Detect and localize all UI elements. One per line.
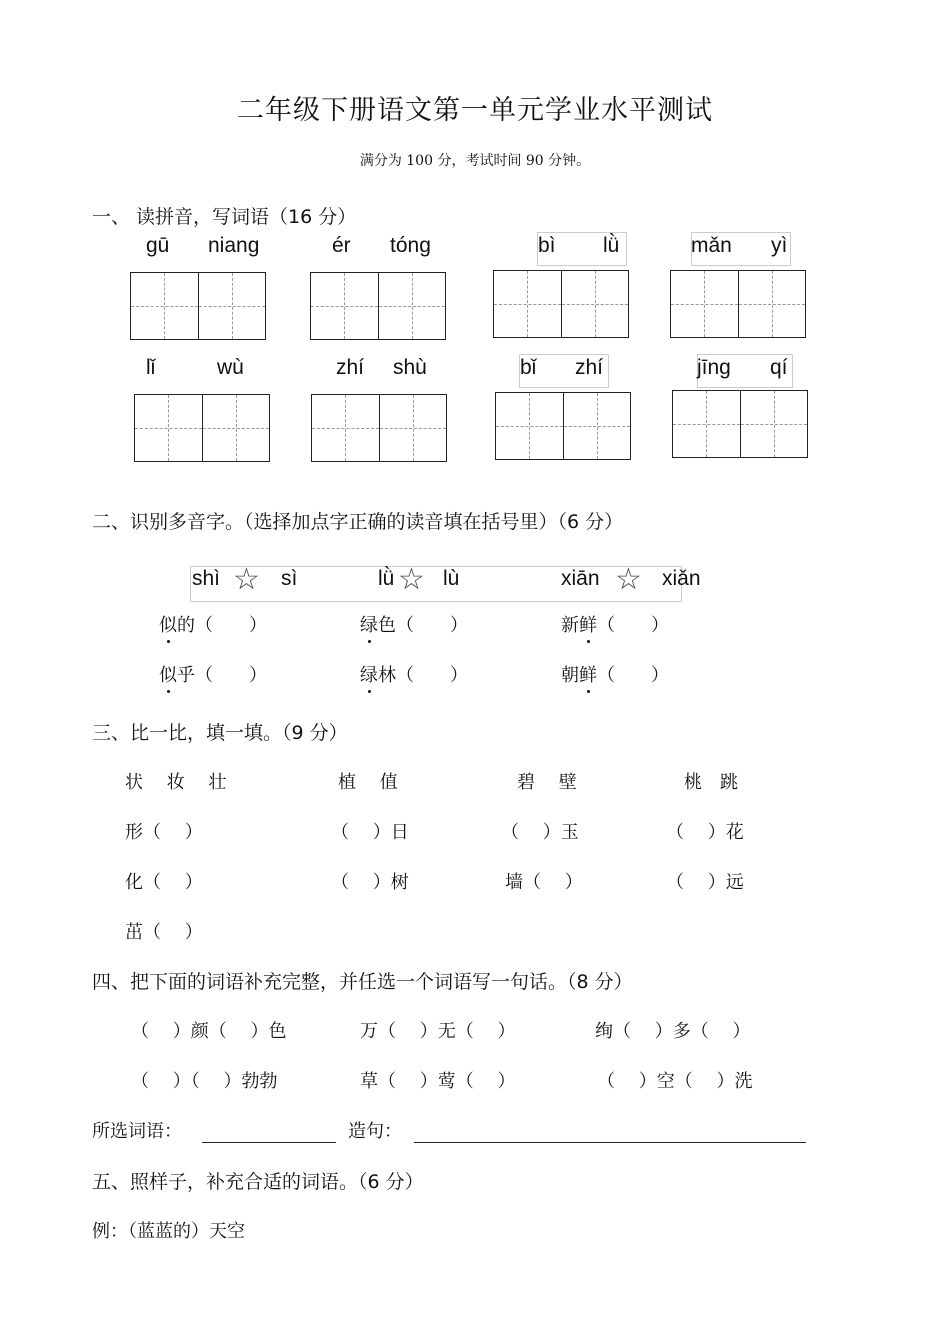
chosen-word-label: 所选词语： [92, 1121, 182, 1142]
pinyin: jīng [697, 356, 731, 379]
polyphone-item: 绿林（ ） [360, 665, 468, 686]
pinyin: bǐ [520, 356, 537, 379]
writing-box[interactable] [672, 390, 808, 458]
chosen-word-blank[interactable] [202, 1142, 336, 1143]
writing-box[interactable] [311, 394, 447, 462]
polyphone-item: 新鲜（ ） [561, 615, 669, 636]
idiom-item: （ ）颜（ ）色 [131, 1021, 287, 1042]
pinyin-options-frame [190, 566, 682, 602]
idiom-item: 绚（ ）多（ ） [595, 1021, 751, 1042]
page-subtitle: 满分为 100 分，考试时间 90 分钟。 [359, 153, 591, 169]
pinyin-option: shì [192, 567, 221, 590]
sentence-blank[interactable] [414, 1142, 806, 1143]
page-title: 二年级下册语文第一单元学业水平测试 [237, 95, 713, 126]
section-4-heading: 四、把下面的词语补充完整，并任选一个词语写一句话。（8 分） [92, 971, 633, 993]
char-group: 状 妆 壮 [125, 772, 227, 793]
section-1-heading: 一、 读拼音，写词语（16 分） [92, 206, 357, 228]
fill-item: 墙（ ） [505, 872, 583, 893]
pinyin: gū [146, 234, 170, 257]
writing-box[interactable] [493, 270, 629, 338]
section-3-heading: 三、比一比，填一填。（9 分） [92, 722, 348, 744]
polyphone-item: 似的（ ） [159, 615, 267, 636]
polyphone-item: 朝鲜（ ） [561, 665, 669, 686]
pinyin-option: xiǎn [662, 567, 701, 590]
idiom-item: （ ）（ ）勃勃 [131, 1071, 278, 1092]
fill-item: 形（ ） [125, 822, 203, 843]
polyphone-item: 似乎（ ） [159, 665, 267, 686]
fill-item: （ ）花 [666, 822, 744, 843]
pinyin-option: sì [281, 567, 298, 590]
pinyin: mǎn [691, 234, 732, 257]
idiom-item: 万（ ）无（ ） [360, 1021, 516, 1042]
idiom-item: 草（ ）莺（ ） [360, 1071, 516, 1092]
star-icon: ☆ [233, 562, 260, 597]
pinyin: ér [332, 234, 351, 257]
pinyin-option: lù [443, 567, 460, 590]
writing-box[interactable] [495, 392, 631, 460]
fill-item: （ ）日 [331, 822, 409, 843]
char-group: 碧 壁 [517, 772, 577, 793]
pinyin: bì [538, 234, 556, 257]
sentence-label: 造句： [348, 1121, 402, 1142]
pinyin: zhí [575, 356, 604, 379]
pinyin-option: lǜ [378, 567, 395, 590]
fill-item: （ ）玉 [501, 822, 579, 843]
writing-box[interactable] [310, 272, 446, 340]
idiom-item: （ ）空（ ）洗 [597, 1071, 753, 1092]
fill-item: 茁（ ） [125, 922, 203, 943]
pinyin: tóng [390, 234, 431, 257]
pinyin: zhí [336, 356, 365, 379]
fill-item: （ ）远 [666, 872, 744, 893]
writing-box[interactable] [130, 272, 266, 340]
example-text: 例：（蓝蓝的）天空 [92, 1221, 245, 1242]
section-5-heading: 五、照样子，补充合适的词语。（6 分） [92, 1171, 424, 1193]
polyphone-item: 绿色（ ） [360, 615, 468, 636]
writing-box[interactable] [134, 394, 270, 462]
fill-item: （ ）树 [331, 872, 409, 893]
pinyin: qí [770, 356, 788, 379]
star-icon: ☆ [398, 562, 425, 597]
pinyin-option: xiān [561, 567, 600, 590]
char-group: 植 值 [338, 772, 398, 793]
pinyin: lǐ [146, 356, 156, 379]
pinyin: wù [217, 356, 244, 379]
writing-box[interactable] [670, 270, 806, 338]
char-group: 桃 跳 [684, 772, 738, 793]
pinyin: shù [393, 356, 427, 379]
pinyin: lǜ [603, 234, 620, 257]
section-2-heading: 二、识别多音字。（选择加点字正确的读音填在括号里）（6 分） [92, 511, 624, 533]
pinyin: niang [208, 234, 260, 257]
fill-item: 化（ ） [125, 872, 203, 893]
pinyin: yì [771, 234, 788, 257]
star-icon: ☆ [615, 562, 642, 597]
